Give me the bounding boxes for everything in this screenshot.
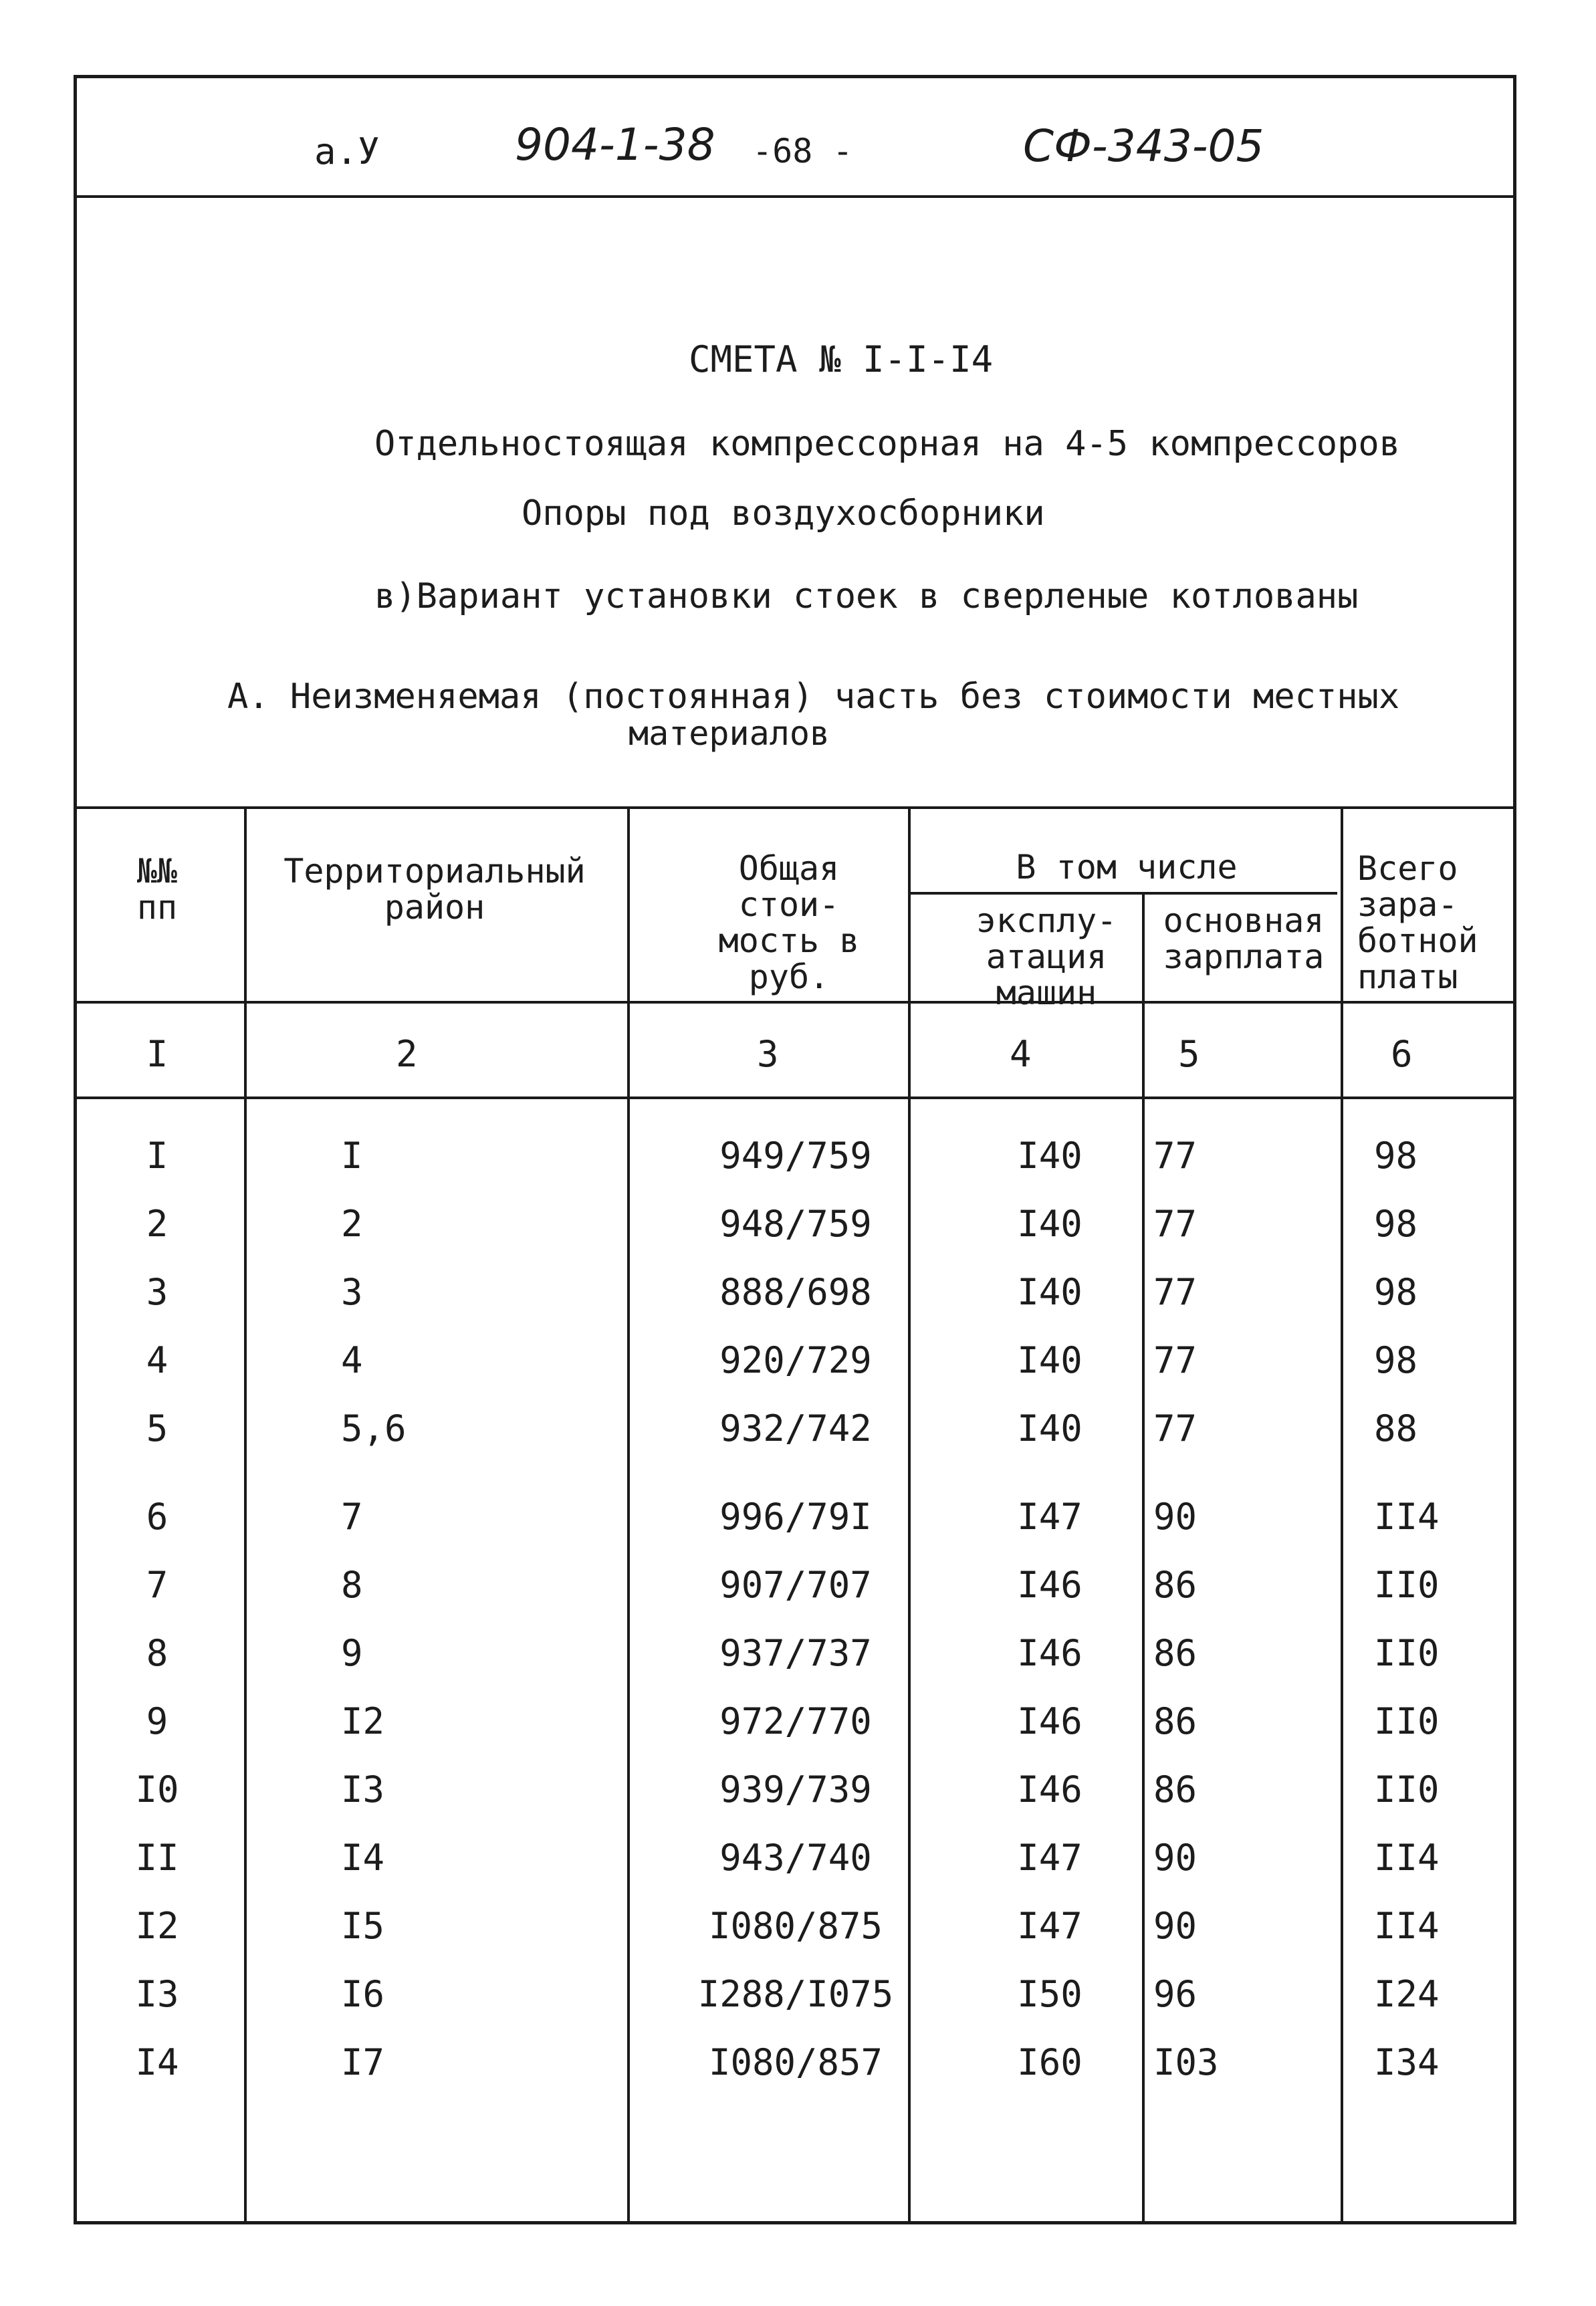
row-district: 3 xyxy=(341,1271,363,1313)
title-line-1: Отдельностоящая компрессорная на 4-5 компрессоров xyxy=(374,424,1401,464)
row-total: 920/729 xyxy=(719,1339,872,1381)
row-total-salary: II0 xyxy=(1374,1564,1440,1606)
row-salary: 77 xyxy=(1153,1407,1198,1450)
row-num: 7 xyxy=(146,1564,168,1606)
row-num: 4 xyxy=(146,1339,168,1381)
row-num: II xyxy=(135,1837,179,1879)
row-salary: 77 xyxy=(1153,1203,1198,1245)
row-total-salary: II0 xyxy=(1374,1768,1440,1811)
row-total-salary: II4 xyxy=(1374,1496,1440,1538)
row-total: I080/875 xyxy=(708,1905,883,1947)
row-total-salary: I34 xyxy=(1374,2041,1440,2083)
col-number-6: 6 xyxy=(1391,1033,1413,1075)
row-total-salary: 98 xyxy=(1374,1203,1418,1245)
header-stamp: а.У xyxy=(314,130,380,172)
col-number-3: 3 xyxy=(757,1033,779,1075)
row-num: 9 xyxy=(146,1700,168,1742)
row-total: 939/739 xyxy=(719,1768,872,1811)
row-num: I2 xyxy=(135,1905,179,1947)
header-divider xyxy=(74,195,1516,198)
group-header-rule xyxy=(909,892,1337,895)
row-machines: I47 xyxy=(1017,1905,1082,1947)
header-total-cost: Общая стои- мость в руб. xyxy=(718,849,860,996)
row-total-salary: II0 xyxy=(1374,1632,1440,1674)
sheet-code: СФ-343-05 xyxy=(1023,120,1264,172)
row-salary: 90 xyxy=(1153,1837,1198,1879)
part-title-line-2: материалов xyxy=(629,714,830,753)
row-salary: 77 xyxy=(1153,1271,1198,1313)
row-total: 996/79I xyxy=(719,1496,872,1538)
row-total: 943/740 xyxy=(719,1837,872,1879)
row-num: 2 xyxy=(146,1203,168,1245)
row-machines: I47 xyxy=(1017,1496,1082,1538)
row-total: I080/857 xyxy=(708,2041,883,2083)
smeta-title: СМЕТА № I-I-I4 xyxy=(689,338,994,380)
header-salary: основная зарплата xyxy=(1163,901,1325,976)
row-total-salary: 98 xyxy=(1374,1135,1418,1177)
row-num: 6 xyxy=(146,1496,168,1538)
row-district: I3 xyxy=(341,1768,385,1811)
row-salary: 77 xyxy=(1153,1339,1198,1381)
row-salary: 86 xyxy=(1153,1632,1198,1674)
row-total-salary: I24 xyxy=(1374,1973,1440,2015)
table-header-rule xyxy=(74,1001,1516,1004)
col-divider-2 xyxy=(627,806,630,2224)
row-machines: I46 xyxy=(1017,1700,1082,1742)
row-total: 937/737 xyxy=(719,1632,872,1674)
row-machines: I50 xyxy=(1017,1973,1082,2015)
row-total-salary: 98 xyxy=(1374,1339,1418,1381)
row-total-salary: 88 xyxy=(1374,1407,1418,1450)
row-district: I4 xyxy=(341,1837,385,1879)
row-district: I6 xyxy=(341,1973,385,2015)
row-salary: 86 xyxy=(1153,1700,1198,1742)
row-district: I xyxy=(341,1135,363,1177)
header-total-salary: Всего зара- ботной платы xyxy=(1357,849,1478,996)
row-salary: 96 xyxy=(1153,1973,1198,2015)
row-machines: I40 xyxy=(1017,1271,1082,1313)
row-total: 949/759 xyxy=(719,1135,872,1177)
row-salary: I03 xyxy=(1153,2041,1219,2083)
row-total: I288/I075 xyxy=(697,1973,894,2015)
col-number-2: 2 xyxy=(396,1033,418,1075)
title-line-2: Опоры под воздухосборники xyxy=(522,493,1045,534)
row-district: 2 xyxy=(341,1203,363,1245)
row-machines: I40 xyxy=(1017,1339,1082,1381)
row-total: 907/707 xyxy=(719,1564,872,1606)
table-colnum-rule xyxy=(74,1097,1516,1099)
col-divider-4 xyxy=(1142,893,1145,2224)
row-district: 5,6 xyxy=(341,1407,407,1450)
row-num: I4 xyxy=(135,2041,179,2083)
col-number-4: 4 xyxy=(1010,1033,1032,1075)
row-machines: I46 xyxy=(1017,1632,1082,1674)
row-district: 8 xyxy=(341,1564,363,1606)
row-num: I3 xyxy=(135,1973,179,2015)
col-divider-5 xyxy=(1341,806,1343,2224)
row-district: I5 xyxy=(341,1905,385,1947)
row-machines: I40 xyxy=(1017,1203,1082,1245)
row-salary: 86 xyxy=(1153,1768,1198,1811)
row-machines: I40 xyxy=(1017,1135,1082,1177)
row-total: 948/759 xyxy=(719,1203,872,1245)
header-machines: эксплу- атация машин xyxy=(976,901,1117,1012)
row-district: I7 xyxy=(341,2041,385,2083)
col-number-5: 5 xyxy=(1178,1033,1200,1075)
header-num: №№ пп xyxy=(136,852,178,927)
row-total-salary: 98 xyxy=(1374,1271,1418,1313)
row-district: 7 xyxy=(341,1496,363,1538)
row-salary: 86 xyxy=(1153,1564,1198,1606)
row-num: 8 xyxy=(146,1632,168,1674)
table-top-rule xyxy=(74,806,1516,809)
row-total-salary: II0 xyxy=(1374,1700,1440,1742)
row-machines: I46 xyxy=(1017,1768,1082,1811)
page-number: -68 - xyxy=(752,132,853,170)
col-divider-1 xyxy=(244,806,247,2224)
row-district: I2 xyxy=(341,1700,385,1742)
header-district: Территориальный район xyxy=(283,852,586,927)
row-total-salary: II4 xyxy=(1374,1905,1440,1947)
col-number-1: I xyxy=(146,1033,168,1075)
project-code: 904-1-38 xyxy=(515,119,715,170)
row-salary: 77 xyxy=(1153,1135,1198,1177)
title-line-3: в)Вариант установки стоек в сверленые котлованы xyxy=(374,576,1359,616)
row-num: I xyxy=(146,1135,168,1177)
part-title-line-1: А. Неизменяемая (постоянная) часть без стоимости местных xyxy=(227,677,1400,717)
row-machines: I46 xyxy=(1017,1564,1082,1606)
row-total: 888/698 xyxy=(719,1271,872,1313)
header-group: В том числе xyxy=(1016,848,1238,887)
row-district: 4 xyxy=(341,1339,363,1381)
row-total: 932/742 xyxy=(719,1407,872,1450)
row-total: 972/770 xyxy=(719,1700,872,1742)
row-machines: I60 xyxy=(1017,2041,1082,2083)
row-total-salary: II4 xyxy=(1374,1837,1440,1879)
row-salary: 90 xyxy=(1153,1496,1198,1538)
row-district: 9 xyxy=(341,1632,363,1674)
row-machines: I40 xyxy=(1017,1407,1082,1450)
row-salary: 90 xyxy=(1153,1905,1198,1947)
row-machines: I47 xyxy=(1017,1837,1082,1879)
row-num: 5 xyxy=(146,1407,168,1450)
row-num: 3 xyxy=(146,1271,168,1313)
row-num: I0 xyxy=(135,1768,179,1811)
